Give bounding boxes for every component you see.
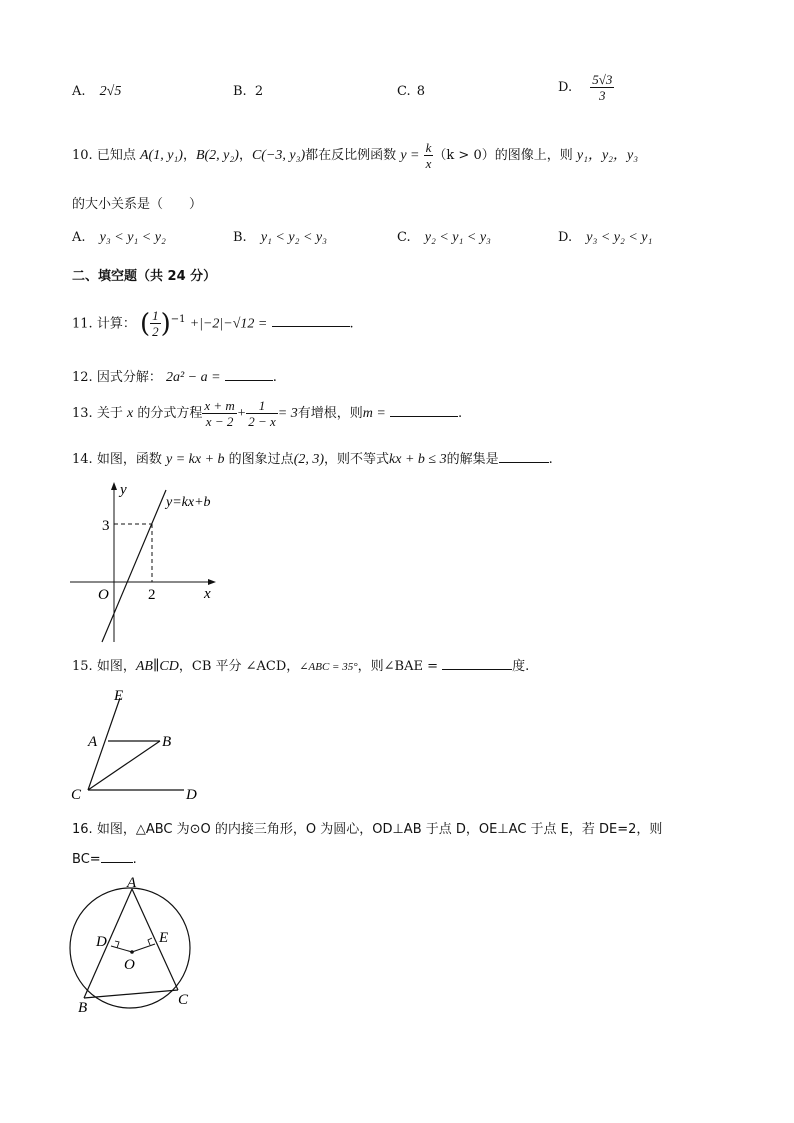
point-c: C(−3, y₃): [251, 148, 306, 163]
y-axis-label: y: [120, 482, 127, 498]
q10-stem-line2: [72, 193, 202, 212]
parallel-statement: AB∥CD: [135, 659, 179, 674]
segment-ab: [84, 889, 132, 998]
option-label: D.: [558, 230, 573, 245]
q13: 13. 关于 x 的分式方程 $\frac{x + m}{x - 2}$ + $\frac{1}{2 - x}$ = 3有增根，则m = .: [72, 398, 463, 429]
q10-option-c: [397, 230, 491, 246]
point: (2, 3): [293, 452, 325, 467]
q14-graph: [68, 476, 228, 646]
left-paren: (: [139, 308, 151, 339]
function-fraction: [424, 140, 434, 171]
y-axis-arrow: [111, 482, 117, 490]
answer-blank[interactable]: [442, 655, 512, 670]
option-label: A.: [72, 84, 86, 99]
option-text: 2√5: [99, 84, 122, 99]
question-text: BC=: [72, 852, 101, 867]
option-fraction: [590, 72, 614, 103]
q11: 11. 计算： ( $\frac{1}{2}$ )$^{-1}$ +|−2|−√12 = .: [72, 308, 354, 340]
question-number: 11.: [72, 316, 93, 332]
inequality: kx + b ≤ 3: [389, 452, 447, 467]
variable: x: [126, 406, 134, 421]
segment-cb: [88, 741, 160, 790]
expression: +|−2|−√12 =: [189, 316, 268, 332]
option-label: C.: [397, 84, 411, 99]
unit: 度.: [512, 659, 530, 674]
fraction-denominator: 2: [152, 324, 159, 340]
variables: y₁，y₂，y₃: [576, 148, 639, 163]
x-axis-label: x: [204, 586, 211, 602]
line-label: y=kx+b: [166, 495, 211, 510]
q16-line2: BC= .: [72, 848, 137, 867]
q9-option-a: [72, 84, 121, 100]
exponent: −1: [170, 314, 186, 325]
question-text: 都在反比例函数: [305, 148, 397, 163]
point-a: A(1, y₁): [139, 148, 183, 163]
answer-blank[interactable]: [101, 848, 133, 863]
fraction-denominator: x − 2: [205, 414, 234, 429]
condition: （k > 0）: [433, 148, 495, 163]
tick-label-2: 2: [148, 587, 156, 603]
graph-line: [102, 490, 166, 642]
expr-fraction: [150, 308, 161, 339]
question-number: 10.: [72, 148, 93, 163]
q16-figure: [66, 874, 228, 1016]
question-number: 13.: [72, 406, 93, 421]
question-text: ，CB 平分 ∠ACD，: [178, 659, 300, 674]
label-a: A: [127, 875, 137, 891]
fraction-denominator: x: [425, 156, 432, 171]
label-a: A: [88, 734, 98, 750]
answer-blank[interactable]: [272, 312, 350, 327]
fraction-numerator: 1: [246, 398, 278, 414]
function-lhs: y =: [400, 148, 420, 163]
option-text: y₃ < y₂ < y₁: [586, 230, 653, 245]
option-label: C.: [397, 230, 411, 245]
option-text: y₃ < y₁ < y₂: [99, 230, 166, 245]
option-label: B.: [233, 84, 247, 99]
fraction-numerator: 1: [152, 308, 159, 324]
x-axis-arrow: [208, 579, 216, 585]
question-number: 15.: [72, 659, 93, 674]
question-text: 因式分解：: [96, 370, 162, 385]
question-text: 的图像上，则: [494, 148, 573, 163]
fraction-2: [246, 398, 278, 429]
question-text: 的大小关系是（ ）: [72, 197, 203, 212]
option-label: D.: [558, 80, 573, 95]
question-text: 如图，: [96, 659, 136, 674]
q9-option-b: [233, 84, 263, 99]
answer-blank[interactable]: [390, 402, 458, 417]
q16: [72, 818, 662, 837]
label-e: E: [159, 930, 169, 946]
option-text: 8: [416, 84, 426, 99]
q9-option-d: [558, 72, 614, 103]
section-title: 二、填空题（共 24 分）: [72, 269, 217, 284]
equals-part: = 3: [277, 406, 298, 421]
label-o: O: [124, 957, 135, 973]
q12: 12. 因式分解： 2a² − a = .: [72, 366, 277, 386]
fraction-denominator: 2 − x: [248, 414, 276, 429]
fraction-numerator: 5√3: [592, 72, 613, 87]
q15-figure: [68, 686, 208, 806]
question-text: 如图，函数: [96, 452, 162, 467]
fraction-denominator: 3: [599, 88, 606, 103]
label-d: D: [96, 934, 107, 950]
label-d: D: [186, 787, 197, 803]
tick-label-3: 3: [102, 518, 110, 534]
q14: 14. 如图，函数 y = kx + b 的图象过点(2, 3)，则不等式kx + b ≤ 3的解集是 .: [72, 448, 553, 468]
q10-option-a: [72, 230, 166, 246]
label-b: B: [162, 734, 172, 750]
q15: [72, 655, 529, 675]
center-dot: [130, 950, 134, 954]
question-text: ，则∠BAE =: [357, 659, 438, 674]
question-text: 关于: [96, 406, 123, 421]
q9-option-c: [397, 84, 425, 99]
option-text: 2: [254, 84, 264, 99]
fraction-numerator: x + m: [204, 398, 235, 413]
question-text: 的分式方程: [137, 406, 203, 421]
label-b: B: [78, 1000, 88, 1016]
question-text: 的解集是: [446, 452, 499, 467]
question-number: 14.: [72, 452, 93, 467]
option-label: A.: [72, 230, 86, 245]
option-label: B.: [233, 230, 247, 245]
label-c: C: [71, 787, 82, 803]
question-text: 如图，△ABC 为⊙O 的内接三角形，O 为圆心，OD⊥AB 于点 D，OE⊥AC 于点 E，若 DE=2，则: [96, 822, 663, 837]
q10-option-d: [558, 230, 652, 246]
m-equals: m =: [362, 406, 386, 421]
q10-option-b: [233, 230, 327, 246]
segment-od: [111, 946, 132, 952]
fraction-numerator: k: [425, 140, 432, 155]
option-text: y₂ < y₁ < y₃: [424, 230, 491, 245]
point-b: B(2, y₂): [195, 148, 239, 163]
origin-label: O: [98, 587, 109, 603]
expression: 2a² − a =: [165, 370, 221, 385]
question-text: ，则不等式: [324, 452, 390, 467]
answer-blank[interactable]: [225, 366, 273, 381]
right-angle-e: [148, 938, 152, 945]
answer-blank[interactable]: [499, 448, 549, 463]
plus-sign: +: [236, 406, 247, 421]
label-e: E: [114, 688, 124, 704]
question-text: 计算：: [96, 316, 136, 332]
function: y = kx + b: [165, 452, 225, 467]
question-text: 有增根，则: [297, 406, 363, 421]
q10-stem: 10. 已知点 A(1, y₁)，B(2, y₂)，C(−3, y₃)都在反比例函数 y = $\frac{k}{x}$ （k > 0）的图像上，则 y₁，y₂，y₃: [72, 140, 639, 171]
question-number: 16.: [72, 822, 93, 837]
option-text: y₁ < y₂ < y₃: [260, 230, 327, 245]
question-text: 的图象过点: [228, 452, 294, 467]
question-number: 12.: [72, 370, 93, 385]
segment-oe: [132, 944, 155, 952]
angle-given: ∠ABC = 35°: [299, 661, 358, 673]
right-paren: ): [160, 308, 171, 339]
question-text: 已知点: [96, 148, 136, 163]
label-c: C: [178, 992, 189, 1008]
fraction-1: [202, 398, 236, 429]
